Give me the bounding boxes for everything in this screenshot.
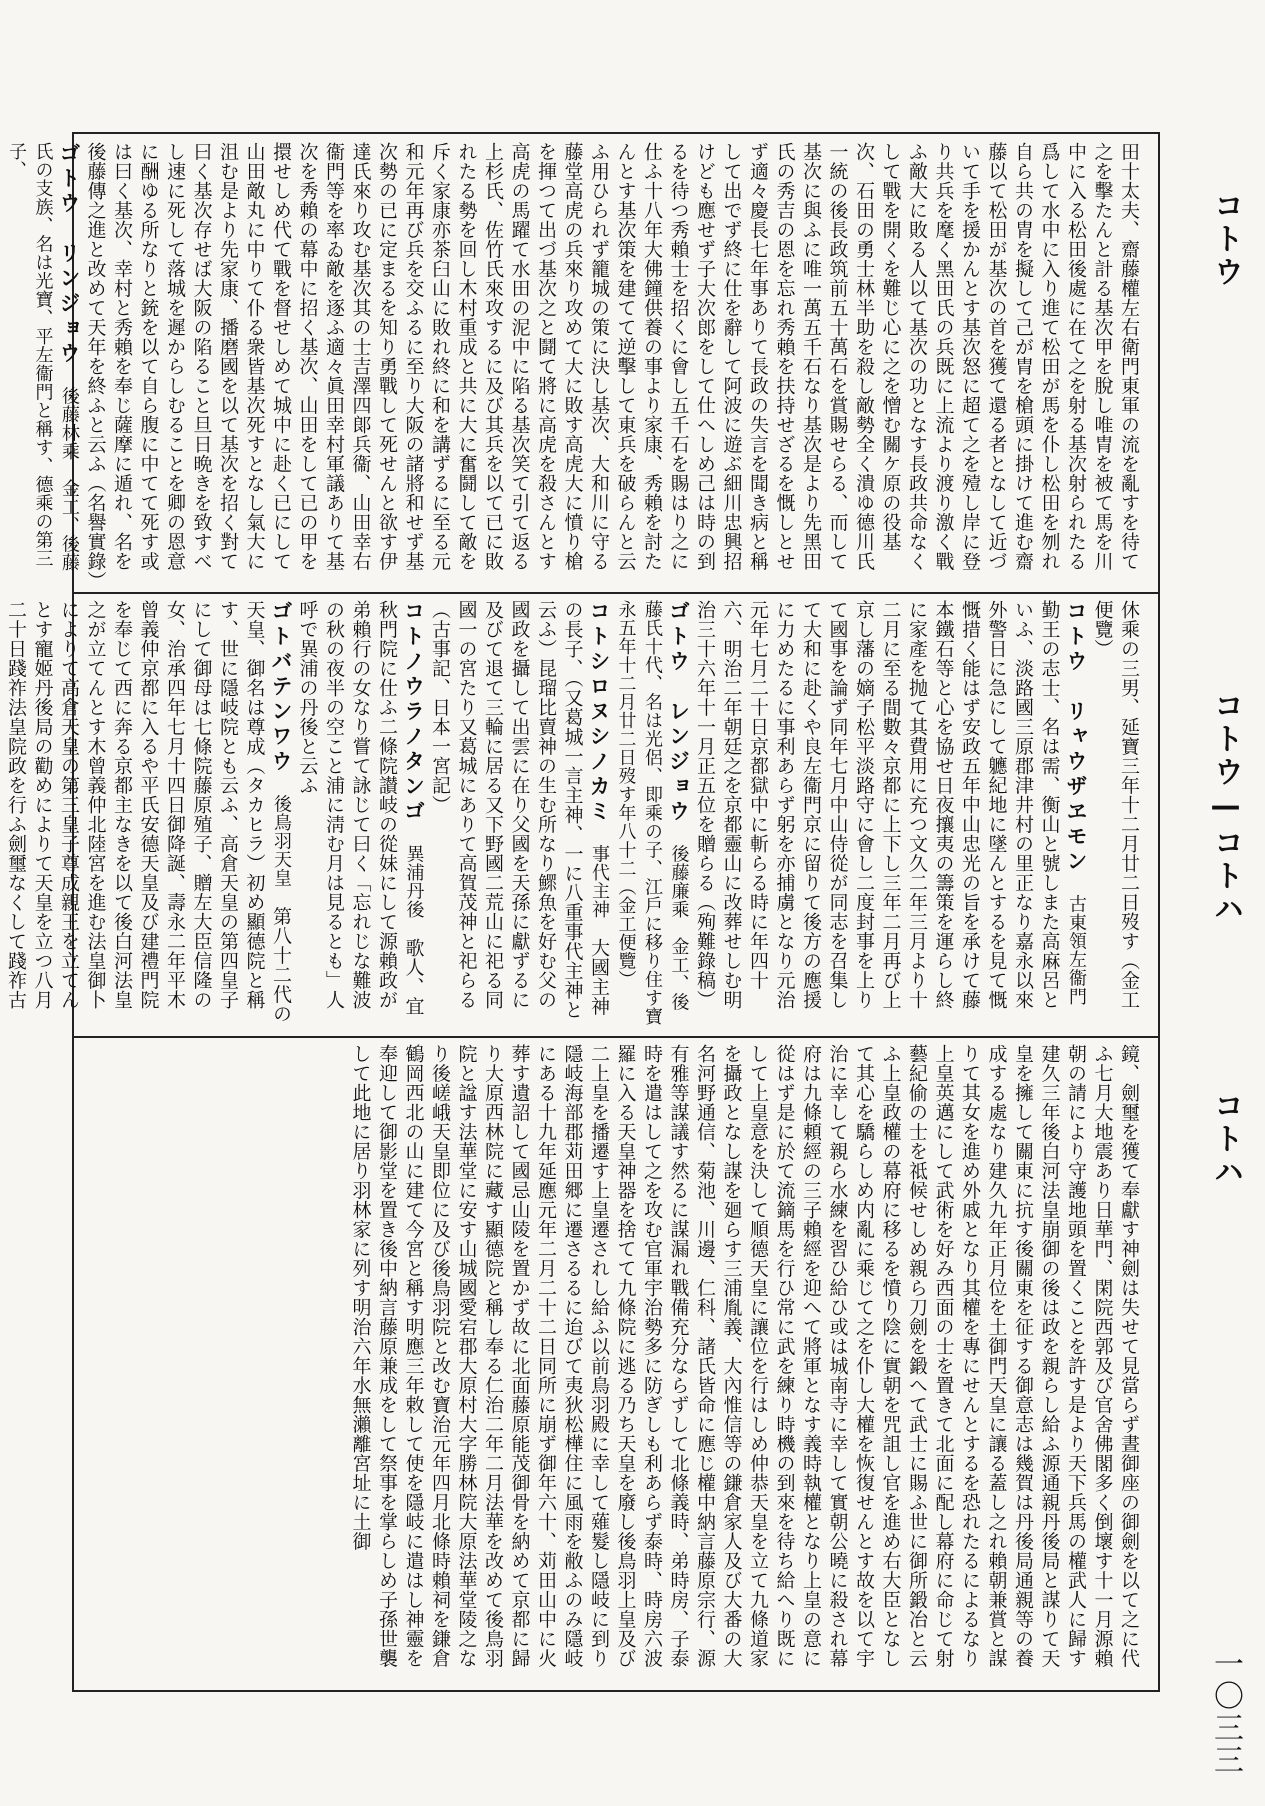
entry-subtitle: 後鳥羽天皇 <box>271 794 292 887</box>
dictionary-entry <box>427 600 613 1028</box>
dictionary-entry <box>0 600 294 1028</box>
entry-body: 勤王の志士、名は需、衡山と號しまた高麻呂といふ、淡路國三原郡津井村の里正なり嘉永以來外警日に急にして軈紀地に墜んとするを見て慨慨措く能はず安政五年中山忠光の旨を承けて藤本鐵石等と心を協せ日夜攘夷の籌策を運らし終に家產を抛て其費用に充つ文久二年三月より十二月に至る間數々京都に上下し三年二月再び上京し藩の嫡子松平淡路守に會し二度封事を上りて國事を論ず同年七月中山侍從が同志を召集して大和に赴くや良左衞門京に留りて後方の應援に力めたるに事利あらず躬を亦捕虜となり元治元年七月二十日京都獄中に斬らる時に年四十六、明治二年朝廷之を京都靈山に改葬せしむ明治三十六年十一月正五位を贈らる（殉難錄稿） <box>694 600 1061 1010</box>
dictionary-entry <box>347 1044 1142 1684</box>
tier-bottom <box>90 1044 1142 1684</box>
entry-body: 休乘の三男、延寶三年十二月廿二日歿す（金工便覽） <box>1091 600 1140 1010</box>
entry-heading: ゴトウ レンジョウ <box>666 600 691 825</box>
entry-body: 大國主神の長子、（又葛城一言主神、一に八重事代主神と云ふ）昆瑠比賣神の生む所なり鰥魚を好む父の國政を攝して出雲に在り父國を天孫に獻ずるに及びて退て三輪に居る又下野國二荒山に祀る同國一の宮たり又葛城にありて高賀茂神と祀らる（古事記、日本一宮記） <box>429 600 610 1020</box>
tier-middle <box>5 600 1142 1028</box>
entry-heading: ゴトウ リンジョウ <box>57 142 81 367</box>
entry-subtitle: 後藤廉乘 金工、後藤氏十代、名は光侶、即乘の子、江戶に移り住す寶永五年十二月廿二日歿す年八十二（金工便覽） <box>615 600 690 1026</box>
entry-heading: ゴトバテンワウ <box>269 600 293 775</box>
running-header-middle: コトウ—コトハ <box>1208 690 1243 926</box>
tier-bottom-text <box>90 1044 1142 1684</box>
entry-heading: コトウ リャウザヱモン <box>1064 600 1088 875</box>
running-header-bottom: コトハ <box>1208 1090 1243 1189</box>
entry-heading: コトシロヌシノカミ <box>587 600 611 825</box>
tier-top <box>6 142 1142 591</box>
entry-body: 田十太夫、齋藤權左右衛門東軍の流を亂すを待て之を擊たんと計る基次甲を脫し唯胄を被て馬を川中に入る松田後處に在て之を射る基次射られたる爲して水中に入り進て松田が馬を仆し松田を刎れ自ら共の胄を擬して己が胄を槍頭に掛けて進む齋藤以て松田が基次の首を獲て還る者となして近づいて手を援かんとす基次怒に超て之を殪し岸に登り共兵を麾く黑田氏の兵既に上流より渡り激く戰ふ敵大に敗る人以て基次の功となす長政共命なくして戰を開くを難じ心に之を憎む關ケ原の役基次、石田の勇士林半助を殺し敵勢全く潰ゆ德川氏一統の後長政筑前五十萬石を賞賜せらる、而して基次に與ふに唯一萬五千石なり基次是より先黑田氏の秀吉の恩を忘れ秀賴を扶持せざるを慨しとせず適々慶長七年事ありて長政の失言を聞き病と稱して出でず終に仕を辭して阿波に遊ぶ細川忠興招けども應せず子大次郎をして仕へしめ己は時の到るを待つ秀賴士を招くに會し五千石を賜はり之に仕ふ十八年大佛鐘供養の事より家康、秀賴を討たんとす基次策を建てて逆擊して東兵を破らんと云ふ用ひられず籠城の策に決し基次、大和川に守る藤堂高虎の兵來り攻めて大に敗す高虎大に憤り槍を揮つて出づ基次之と鬪て將に高虎を殺さんとす高虎の馬躍て水田の泥中に陷る基次笑て引て返る上杉氏、佐竹氏來攻するに及び其兵を以て已に敗れたる勢を回し木村重成と共に大に奮鬪して敵を斥く家康亦茶臼山に敗れ終に和を講ずるに至る元和元年再び兵を交ふるに至り大阪の諸將和せず基次勢の已に定まるを知り勇戰して死せんと欲す伊達氏來り攻む基次其の士吉澤四郞兵衞、山田幸右衞門等を率ゐ敵を逐ふ適々眞田幸村軍議ありて基次を秀賴の幕中に招く基次、山田をして已の甲を擐せしめ代て戰を督せしめて城中に赴く已にして山田敵丸に中りて仆る衆皆基次死すとなし氣大に沮む是より先家康、播磨國を以て基次を招く對て曰く基次存せば大阪の陷ること旦日晩きを致すべし速に死して落城を遲からしむることを卿の恩意に酬ゆる所なりと銃を以て自ら腹に中てて死す或は曰く基次、幸村と秀賴を奉じ薩摩に遁れ、名を後藤傳之進と改めて天年を終ふと云ふ（名譽實錄） <box>84 142 1140 591</box>
entry-body: 歌人、宜秋門院に仕ふ二條院讃岐の從妹にして源賴政が弟賴行の女なり嘗て詠じて曰く「忘れじな難波の秋の夜半の空こと浦に淸む月は見るとも」人呼で異浦の丹後と云ふ <box>296 600 425 1016</box>
entry-subtitle: 後藤林乘 金工、後藤氏の支族、名は光寶、平左衞門と稱す、德乘の第三子、 <box>6 142 80 572</box>
running-header-top: コトウ <box>1208 190 1243 289</box>
dictionary-entry <box>82 142 1142 591</box>
entry-subtitle: 異浦丹後 <box>403 844 425 919</box>
entry-subtitle: 古東領左衞門 <box>1066 894 1087 1006</box>
dictionary-entry <box>692 600 1090 1028</box>
entry-body: 第八十二代の天皇、御名は尊成（タカヒラ）初め顯德院と稱す、世に隱岐院とも云ふ、高倉天皇の第四皇子にして御母は七條院藤原殖子、贈左大臣信隆の女、治承四年七月十四日御降誕、壽永二年平木曾義仲京都に入るや平氏安德天皇及び建禮門院を奉じて西に奔る京都主なきを以て後白河法皇之が立てんとす木曾義仲北陸宮を進む法皇御卜によりて高倉天皇の第三皇子尊成親王を立てんとす寵姬丹後局の勸めによりて天皇を立つ八月二十日踐祚法皇院政を行ふ劍璽なくして踐祚古 <box>5 600 292 1024</box>
dictionary-entry <box>1089 600 1142 1028</box>
page-number: 一〇三三 <box>1208 1648 1243 1776</box>
dictionary-entry <box>3 142 83 582</box>
entry-heading: コトノウラノタンゴ <box>401 600 426 825</box>
entry-body: 鏡、劍璽を獲て奉獻す神劍は失せて見當らず晝御座の御劍を以て之に代ふ七月大地震あり日華門、閑院西郭及び官舍佛閣多く倒壞す十一月源賴朝の請により守護地頭を置くことを許す是より天下兵馬の權武人に歸す建久三年後白河法皇崩御の後は政を親らし給ふ源通親丹後局と謀りて天皇を擁して關東に抗す後關東を征する御意志は幾賀は丹後局通親等の養成する處なり建久九年正月位を土御門天皇に讓る蓋し之れ賴朝兼賞と謀りて其女を進め外戚となり其權を專にせんとするを恐れたるによるなり上皇英邁にして武術を好み西面の士を置きて北面に配し幕府に命じて射藝紀偷の士を祗候せしめ親ら刀劍を鍛へて武士に賜ふ世に御所鍛冶と云ふ上皇政權の幕府に移るを憤り陰に實朝を咒詛し官を進め右大臣となして其心を驕らしめ内亂に乘じて之を仆し大權を恢復せんとす故を以て宇治に幸して親ら水練を習ひ給ひ或は城南寺に幸して實朝公曉に殺され幕府は九條頼經の三子賴經を迎へて將軍となす義時執權となり上皇の意に從はず是に於て流鏑馬を行ひ常に武を練り時機の到來を待ち給へり既にして上皇意を決して順德天皇に讓位を行はしめ仲恭天皇を立て九條道家を攝政となし謀を廻らす三浦胤義、大內惟信等の鎌倉家人及び大番の大名河野通信、菊池、川邊、仁科、諸氏皆命に應じ權中納言藤原宗行、源有雅等謀議す然るに謀漏れ戰備充分ならずして北條義時、弟時房、子泰時を遣はして之を攻む官軍宇治勢多に防ぎしも利あらず泰時、時房六波羅に入る天皇神器を捨てて九條院に逃る乃ち天皇を廢し後鳥羽上皇及び二上皇を播遷す上皇遷されし給ふ以前鳥羽殿に幸して薙髮し隱岐に到り隱岐海部郡苅田郷に遷さるるに迨びて夷狄松樺住に風雨を敝ふのみ隱岐にある十九年延應元年二月二十二日同所に崩ず御年六十、苅田山中に火葬す遺詔して國忌山陵を置かず故に北面藤原能茂御骨を納めて京都に歸り大原西林院に藏す顯德院と稱し奉る仁治二年二月法華を改めて後鳥羽院と諡す法華堂に安す山城國愛宕郡大原村大字勝林院大原法華堂陵之なり後嵯峨天皇即位に及び後鳥羽院と改む寶治元年四月北條時賴祠を鎌倉鶴岡西北の山に建て今宮と稱す明應三年敕して使を隱岐に遣はし神靈を奉迎して御影堂を置き後中納言藤原兼成をして祭事を掌らしめ子孫世襲して此地に居り羽林家に列す明治六年水無瀨離宮址に土御 <box>349 1044 1140 1668</box>
dictionary-entry <box>612 600 692 1028</box>
entry-subtitle: 事代主神 <box>589 844 610 919</box>
tier-divider-lower <box>72 1036 1160 1038</box>
tier-top-text <box>6 142 1142 591</box>
dictionary-entry <box>294 600 427 1028</box>
tier-middle-text <box>5 600 1142 1028</box>
tier-divider-upper <box>72 592 1160 594</box>
